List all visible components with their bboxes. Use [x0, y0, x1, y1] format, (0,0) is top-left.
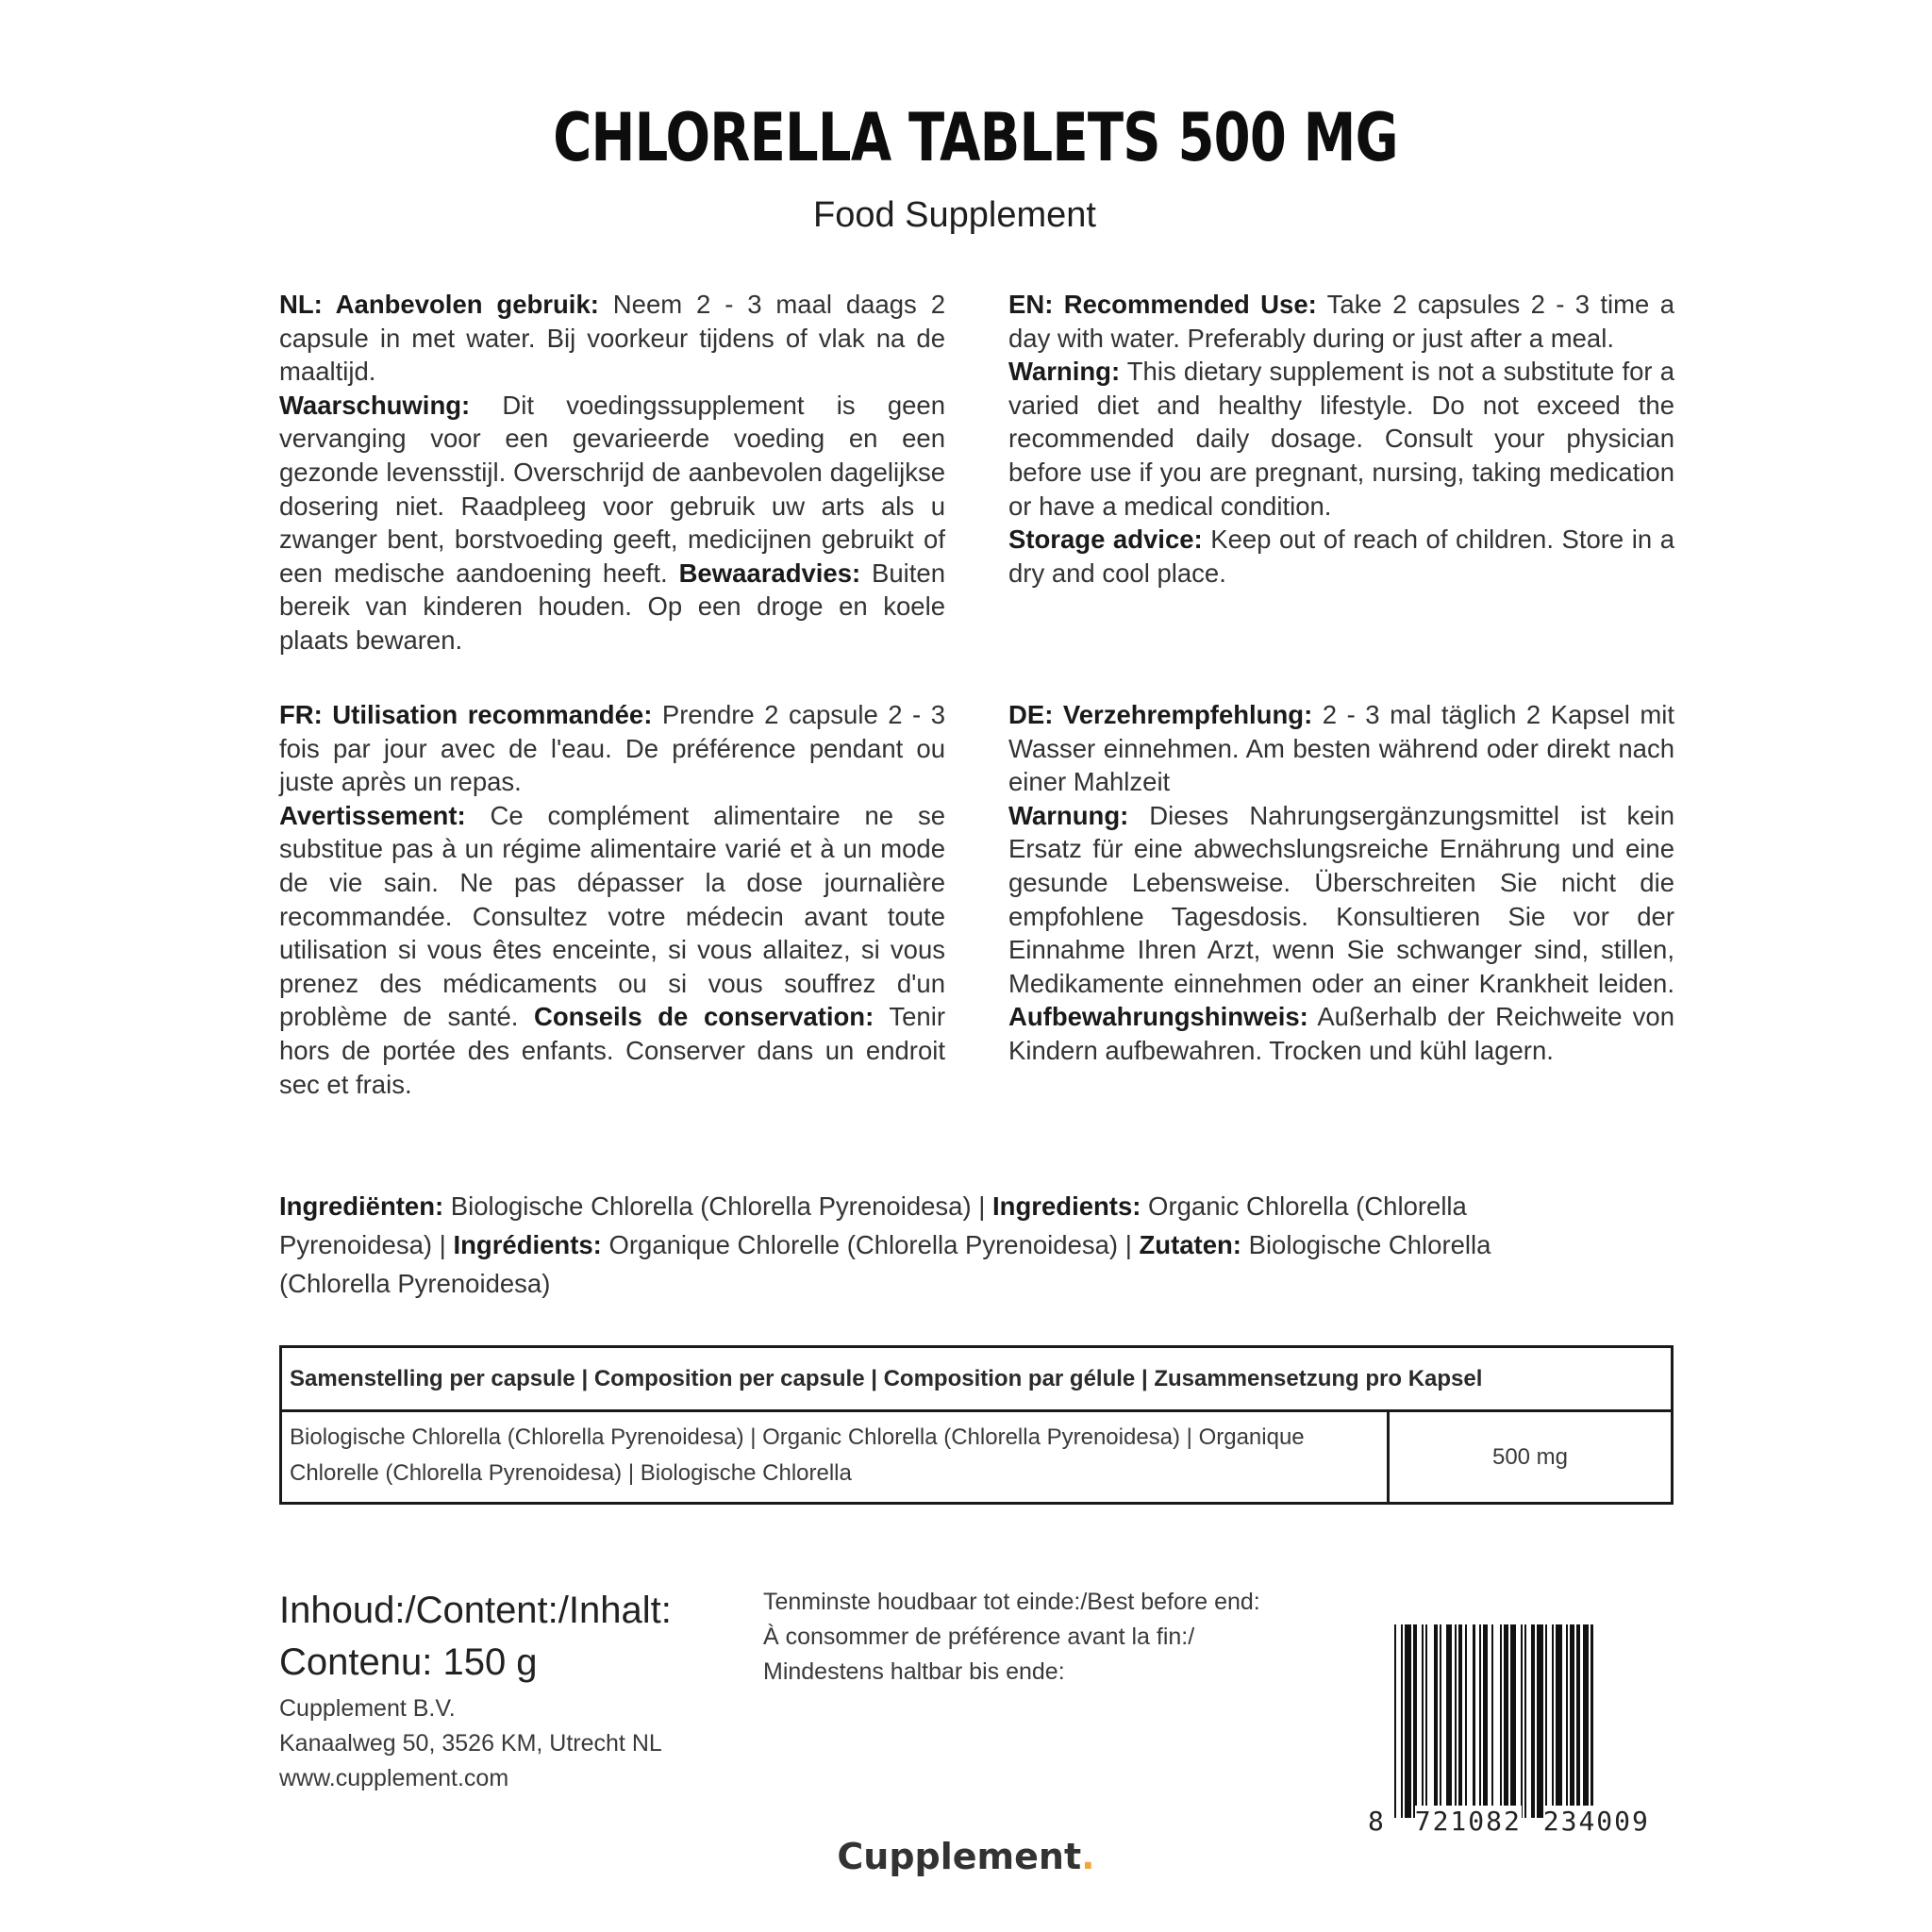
company-website: www.cupplement.com	[279, 1765, 509, 1791]
ingredients-en-label: Ingredients:	[992, 1191, 1141, 1221]
barcode-digits	[1368, 1806, 1670, 1837]
de-storage-label: Aufbewahrungshinweis:	[1008, 1002, 1308, 1032]
company-name: Cupplement B.V.	[279, 1695, 456, 1722]
ingredients-de-text: Biologische Chlorella (Chlorella Pyrenoidesa)	[279, 1230, 1491, 1298]
best-before-line-1: Tenminste houdbaar tot einde:/Best before end:	[763, 1589, 1260, 1615]
ingredients-en-text: Organic Chlorella (Chlorella Pyrenoidesa) |	[279, 1191, 1467, 1259]
composition-amount-cell: 500 mg	[1491, 1444, 1569, 1470]
en-storage-paragraph	[1008, 523, 1674, 590]
section-fr	[279, 698, 945, 1101]
ean-barcode	[1368, 1621, 1670, 1837]
barcode-right-group: 234009	[1542, 1806, 1650, 1837]
nl-use-label: NL: Aanbevolen gebruik:	[279, 290, 599, 319]
best-before-line-2: À consommer de préférence avant la fin:/	[763, 1624, 1195, 1650]
ingredients-fr-label: Ingrédients:	[453, 1230, 602, 1259]
nl-warning-label: Waarschuwing:	[279, 390, 471, 420]
de-warning-label: Warnung:	[1008, 800, 1129, 830]
ingredients-nl-label: Ingrediënten:	[279, 1191, 444, 1221]
ingredients-de-label: Zutaten:	[1139, 1230, 1241, 1259]
fr-storage-text: Tenir hors de portée des enfants. Conserver dans un endroit sec et frais.	[279, 1002, 945, 1099]
de-storage-text: Außerhalb der Reichweite von Kindern aufbewahren. Trocken und kühl lagern.	[1008, 1002, 1674, 1065]
best-before-block	[763, 1585, 1260, 1690]
barcode-left-group: 721082	[1414, 1806, 1522, 1837]
net-content-label: Inhoud:/Content:/Inhalt:	[279, 1590, 672, 1631]
en-warning-paragraph	[1008, 355, 1674, 523]
net-content-value: Contenu: 150 g	[279, 1641, 538, 1683]
nl-storage-label: Bewaaradvies:	[678, 558, 861, 588]
fr-use-text: Prendre 2 capsule 2 - 3 fois par jour avec de l'eau. De préférence pendant ou juste après un repas.	[279, 700, 945, 797]
ingredients-fr-text: Organique Chlorelle (Chlorella Pyrenoidesa) |	[601, 1230, 1140, 1259]
en-storage-label: Storage advice:	[1008, 525, 1203, 555]
de-use-text: 2 - 3 mal täglich 2 Kapsel mit Wasser einnehmen. Am besten während oder direkt nach einer Mahlzeit	[1008, 700, 1674, 797]
de-use-paragraph	[1008, 698, 1674, 799]
section-de	[1008, 698, 1674, 1068]
brand-logo-dot-icon: .	[1081, 1836, 1095, 1877]
de-use-label: DE: Verzehrempfehlung:	[1008, 700, 1313, 729]
en-storage-text: Keep out of reach of children. Store in a dry and cool place.	[1008, 525, 1674, 588]
fr-warning-text: Ce complément alimentaire ne se substitue pas à un régime alimentaire varié et à un mode de vie sain. Ne pas dépasser la dose journalière recommandée. Consultez votre médecin avant toute utilisation si vous êtes enceinte, si vous allaitez, si vous prenez des médicaments ou si vous souffrez d'un problème de santé.	[279, 800, 945, 1032]
composition-ingredient-cell: Biologische Chlorella (Chlorella Pyrenoidesa) | Organic Chlorella (Chlorella Pyrenoidesa) | Organique Chlorelle (Chlorella Pyrenoidesa) | Biologische Chlorella	[282, 1412, 1390, 1502]
net-content	[279, 1585, 672, 1689]
ingredients-block	[279, 1187, 1600, 1303]
fr-warning-paragraph	[279, 799, 945, 1101]
nl-warning-text: Dit voedingssupplement is geen vervanging voor een gevarieerde voeding en een gezonde levensstijl. Overschrijd de aanbevolen dagelijkse dosering niet. Raadpleeg voor gebruik uw arts als u zwanger bent, borstvoeding geeft, medicijnen gebruikt of een medische aandoening heeft.	[279, 390, 945, 588]
composition-table	[279, 1345, 1674, 1505]
company-address	[279, 1691, 662, 1796]
fr-use-paragraph	[279, 698, 945, 799]
ingredients-nl-text: Biologische Chlorella (Chlorella Pyrenoidesa) |	[443, 1191, 993, 1221]
section-nl	[279, 288, 945, 658]
barcode-bars-icon	[1394, 1624, 1660, 1818]
fr-storage-label: Conseils de conservation:	[534, 1002, 874, 1032]
product-subtitle: Food Supplement	[813, 195, 1096, 235]
en-use-label: EN: Recommended Use:	[1008, 290, 1317, 319]
en-warning-text: This dietary supplement is not a substitute for a varied diet and healthy lifestyle. Do not exceed the recommended daily dosage. Consult your physician before use if you are pregnant, nursing, taking medication or have a medical condition.	[1008, 357, 1674, 521]
composition-table-header: Samenstelling per capsule | Composition per capsule | Composition par gélule | Zusammensetzung pro Kapsel	[282, 1348, 1671, 1412]
fr-warning-label: Avertissement:	[279, 800, 466, 830]
nl-warning-paragraph	[279, 389, 945, 658]
fr-use-label: FR: Utilisation recommandée:	[279, 700, 653, 729]
brand-logo-text: Cupplement	[837, 1836, 1082, 1877]
company-street: Kanaalweg 50, 3526 KM, Utrecht NL	[279, 1730, 662, 1757]
en-use-text: Take 2 capsules 2 - 3 time a day with water. Preferably during or just after a meal.	[1008, 290, 1674, 353]
en-warning-label: Warning:	[1008, 357, 1121, 387]
barcode-first-digit: 8	[1368, 1806, 1386, 1837]
section-en	[1008, 288, 1674, 590]
brand-logo	[0, 1836, 1932, 1877]
en-use-paragraph	[1008, 288, 1674, 355]
de-warning-text: Dieses Nahrungsergänzungsmittel ist kein Ersatz für eine abwechslungsreiche Ernährung und eine gesunde Lebensweise. Überschreiten Sie nicht die empfohlene Tagesdosis. Konsultieren Sie vor der Einnahme Ihren Arzt, wenn Sie schwanger sind, stillen, Medikamente einnehmen oder an einer Krankheit leiden.	[1008, 800, 1674, 998]
product-title: CHLORELLA TABLETS 500 MG	[553, 99, 1398, 176]
nl-storage-text: Buiten bereik van kinderen houden. Op een droge en koele plaats bewaren.	[279, 558, 945, 655]
nl-use-text: Neem 2 - 3 maal daags 2 capsule in met water. Bij voorkeur tijdens of vlak na de maaltijd.	[279, 290, 945, 387]
de-warning-paragraph	[1008, 799, 1674, 1068]
nl-use-paragraph	[279, 288, 945, 389]
best-before-line-3: Mindestens haltbar bis ende:	[763, 1658, 1065, 1685]
